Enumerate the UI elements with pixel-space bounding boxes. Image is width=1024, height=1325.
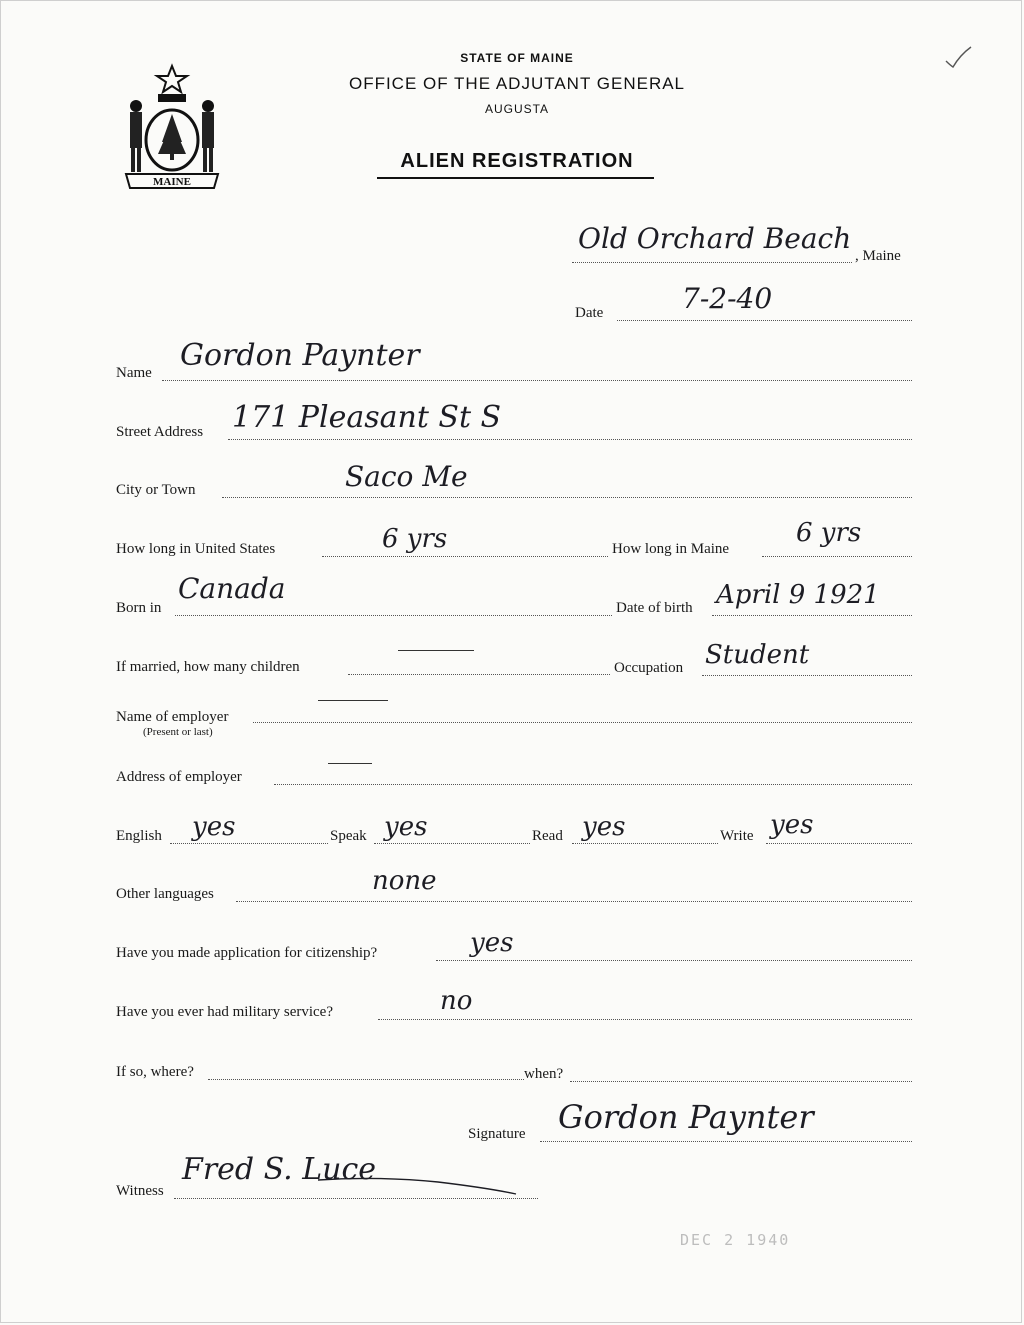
name-line: [162, 380, 912, 381]
employer-address-line: [274, 784, 912, 785]
witness-flourish: [318, 1168, 518, 1198]
witness-value: Fred S. Luce: [182, 1152, 377, 1187]
other-languages-line: [236, 901, 912, 902]
dob-value: April 9 1921: [716, 580, 880, 610]
date-line: [617, 320, 912, 321]
city-line: [222, 497, 912, 498]
date-label: Date: [575, 305, 604, 321]
witness-label: Witness: [116, 1183, 164, 1199]
header-office: OFFICE OF THE ADJUTANT GENERAL: [348, 74, 686, 93]
city-label: City or Town: [116, 482, 196, 498]
years-maine-value: 6 yrs: [796, 518, 862, 548]
citizenship-label: Have you made application for citizenship?: [116, 945, 378, 961]
years-us-value: 6 yrs: [382, 524, 448, 554]
occupation-label: Occupation: [614, 660, 684, 676]
born-line: [175, 615, 612, 616]
years-maine-line: [762, 556, 912, 557]
city-value: Saco Me: [345, 460, 468, 493]
header-city: AUGUSTA: [484, 102, 550, 116]
signature-value: Gordon Paynter: [558, 1098, 814, 1136]
street-label: Street Address: [116, 424, 204, 440]
read-label: Read: [532, 828, 563, 844]
employer-address-dash: [328, 763, 372, 764]
write-value: yes: [770, 810, 814, 840]
write-label: Write: [720, 828, 754, 844]
speak-line: [374, 843, 530, 844]
when-line: [570, 1081, 912, 1082]
place-suffix: , Maine: [855, 248, 901, 264]
employer-line: [253, 722, 912, 723]
employer-label: Name of employer: [116, 709, 229, 725]
witness-line: [174, 1198, 538, 1199]
when-label: when?: [524, 1066, 564, 1082]
signature-line: [540, 1141, 912, 1142]
occupation-line: [702, 675, 912, 676]
name-value: Gordon Paynter: [180, 338, 420, 373]
where-line: [208, 1079, 524, 1080]
military-value: no: [440, 986, 473, 1016]
write-line: [766, 843, 912, 844]
form-title: ALIEN REGISTRATION: [400, 150, 634, 172]
other-languages-value: none: [372, 866, 437, 896]
years-us-line: [322, 556, 608, 557]
dob-label: Date of birth: [616, 600, 693, 616]
employer-sublabel: (Present or last): [143, 726, 213, 738]
english-label: English: [116, 828, 162, 844]
name-label: Name: [116, 365, 152, 381]
seal-banner-text: MAINE: [153, 176, 191, 188]
place-line: [572, 262, 852, 263]
military-label: Have you ever had military service?: [116, 1004, 333, 1020]
employer-address-label: Address of employer: [116, 769, 242, 785]
street-value: 171 Pleasant St S: [232, 400, 502, 435]
citizenship-line: [436, 960, 912, 961]
citizenship-value: yes: [470, 928, 514, 958]
dob-line: [712, 615, 912, 616]
military-line: [378, 1019, 912, 1020]
children-line: [348, 674, 610, 675]
english-value: yes: [192, 812, 236, 842]
checkmark-icon: [944, 45, 972, 69]
children-dash: [398, 650, 474, 651]
header-state: STATE OF MAINE: [460, 51, 574, 65]
other-languages-label: Other languages: [116, 886, 214, 902]
employer-dash: [318, 700, 388, 701]
date-value: 7-2-40: [682, 282, 773, 315]
received-stamp: DEC 2 1940: [680, 1231, 791, 1249]
place-value: Old Orchard Beach: [578, 222, 852, 255]
speak-label: Speak: [330, 828, 367, 844]
years-maine-label: How long in Maine: [612, 541, 730, 557]
years-us-label: How long in United States: [116, 541, 276, 557]
born-label: Born in: [116, 600, 162, 616]
english-line: [170, 843, 328, 844]
where-label: If so, where?: [116, 1064, 194, 1080]
read-value: yes: [582, 812, 626, 842]
signature-label: Signature: [468, 1126, 526, 1142]
born-value: Canada: [178, 572, 286, 605]
occupation-value: Student: [705, 640, 810, 670]
speak-value: yes: [384, 812, 428, 842]
street-line: [228, 439, 912, 440]
children-label: If married, how many children: [116, 659, 300, 675]
read-line: [572, 843, 718, 844]
title-underline: [377, 177, 654, 179]
